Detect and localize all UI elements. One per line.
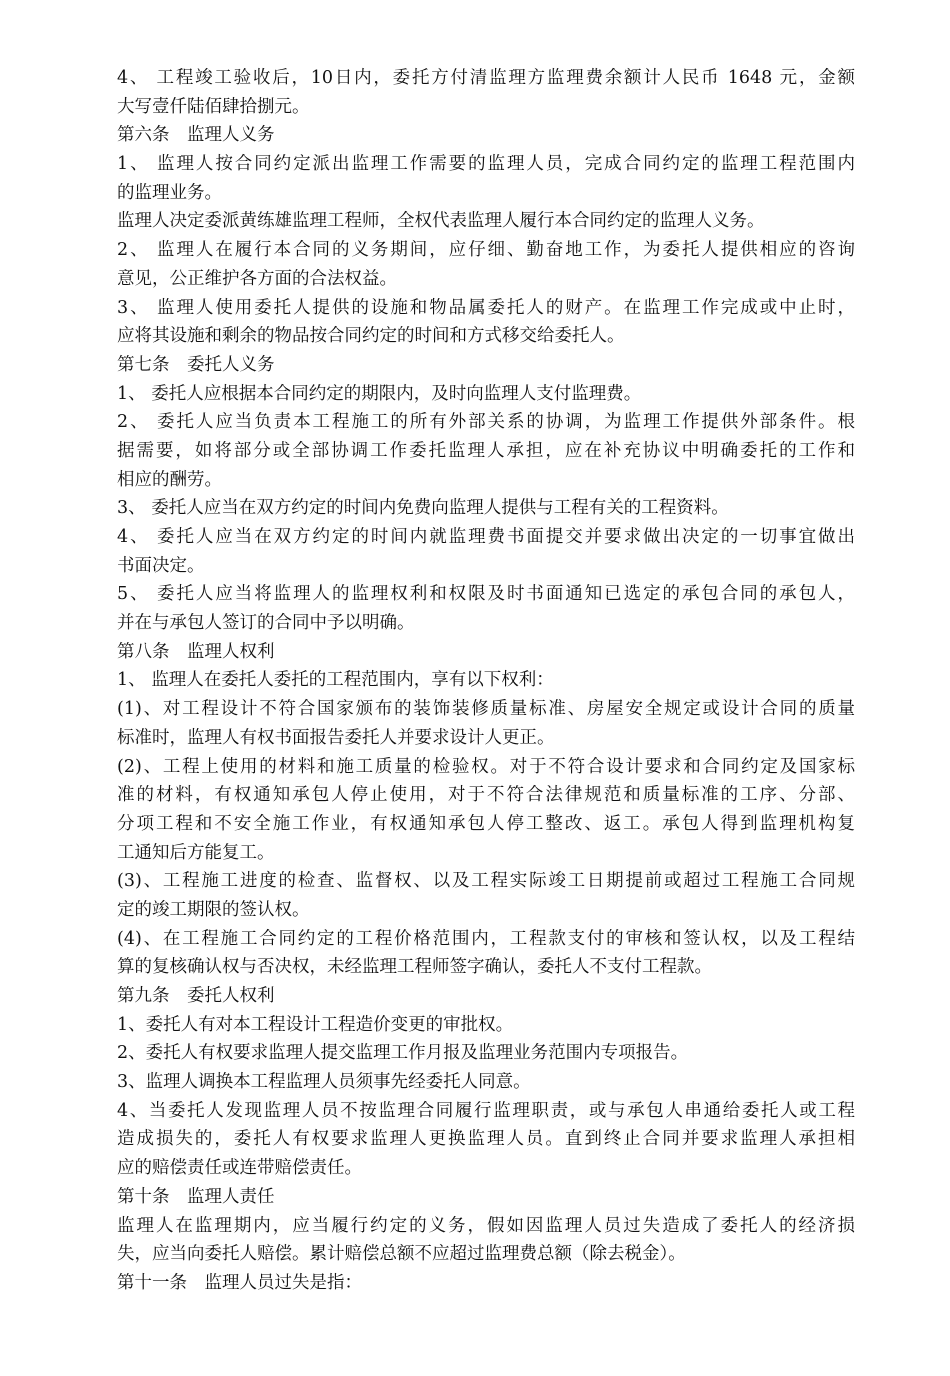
- text-line: 3、 监理人使用委托人提供的设施和物品属委托人的财产。在监理工作完成或中止时，: [117, 297, 855, 318]
- text-line: 书面决定。: [117, 555, 205, 576]
- text-line: 并在与承包人签订的合同中予以明确。: [117, 613, 415, 634]
- text-line: (1)、对工程设计不符合国家颁布的装饰装修质量标准、房屋安全规定或设计合同的质量: [117, 699, 855, 720]
- text-line: 5、 委托人应当将监理人的监理权利和权限及时书面通知已选定的承包合同的承包人，: [117, 584, 855, 605]
- text-line: 意见，公正维护各方面的合法权益。: [117, 268, 397, 289]
- text-line: 4、当委托人发现监理人员不按监理合同履行监理职责，或与承包人串通给委托人或工程: [117, 1100, 855, 1121]
- text-line: 第十条 监理人责任: [117, 1186, 275, 1207]
- text-line: 相应的酬劳。: [117, 469, 222, 490]
- text-line: 监理人决定委派黄练雄监理工程师，全权代表监理人履行本合同约定的监理人义务。: [117, 211, 765, 232]
- text-line: 1、 委托人应根据本合同约定的期限内，及时向监理人支付监理费。: [117, 383, 642, 404]
- text-line: 失，应当向委托人赔偿。累计赔偿总额不应超过监理费总额（除去税金）。: [117, 1244, 686, 1265]
- text-line: 第七条 委托人义务: [117, 354, 275, 375]
- text-line: 应将其设施和剩余的物品按合同约定的时间和方式移交给委托人。: [117, 326, 625, 347]
- text-line: 2、 监理人在履行本合同的义务期间，应仔细、勤奋地工作，为委托人提供相应的咨询: [117, 240, 855, 261]
- text-line: 1、 监理人按合同约定派出监理工作需要的监理人员，完成合同约定的监理工程范围内: [117, 154, 855, 175]
- text-line: 定的竣工期限的签认权。: [117, 899, 310, 920]
- document-body: [117, 64, 857, 1298]
- text-line: 标准时，监理人有权书面报告委托人并要求设计人更正。: [117, 727, 555, 748]
- text-line: 第八条 监理人权利: [117, 641, 275, 662]
- text-line: 4、 工程竣工验收后，10日内，委托方付清监理方监理费余额计人民币 1648 元，金额: [117, 68, 855, 88]
- text-line: 1、委托人有对本工程设计工程造价变更的审批权。: [117, 1014, 514, 1035]
- text-line: 3、 委托人应当在双方约定的时间内免费向监理人提供与工程有关的工程资料。: [117, 498, 729, 519]
- text-line: 大写壹仟陆佰肆拾捌元。: [117, 96, 310, 117]
- text-line: 分项工程和不安全施工作业，有权通知承包人停工整改、返工。承包人得到监理机构复: [117, 813, 855, 834]
- text-line: 监理人在监理期内，应当履行约定的义务，假如因监理人员过失造成了委托人的经济损: [117, 1215, 855, 1236]
- text-line: 4、 委托人应当在双方约定的时间内就监理费书面提交并要求做出决定的一切事宜做出: [117, 527, 855, 547]
- text-line: 第九条 委托人权利: [117, 986, 275, 1006]
- text-line: 2、委托人有权要求监理人提交监理工作月报及监理业务范围内专项报告。: [117, 1043, 689, 1064]
- text-line: 工通知后方能复工。: [117, 842, 275, 863]
- text-line: 第六条 监理人义务: [117, 125, 275, 146]
- text-line: 第十一条 监理人员过失是指：: [117, 1272, 362, 1293]
- text-line: 算的复核确认权与否决权，未经监理工程师签字确认，委托人不支付工程款。: [117, 957, 712, 978]
- text-line: 据需要，如将部分或全部协调工作委托监理人承担，应在补充协议中明确委托的工作和: [117, 440, 855, 461]
- text-line: 造成损失的，委托人有权要求监理人更换监理人员。直到终止合同并要求监理人承担相: [117, 1129, 855, 1150]
- text-line: 的监理业务。: [117, 182, 222, 203]
- text-line: 准的材料，有权通知承包人停止使用，对于不符合法律规范和质量标准的工序、分部、: [117, 785, 855, 806]
- text-line: 2、 委托人应当负责本工程施工的所有外部关系的协调，为监理工作提供外部条件。根: [117, 412, 855, 433]
- text-line: 3、监理人调换本工程监理人员须事先经委托人同意。: [117, 1072, 531, 1093]
- text-line: (4)、在工程施工合同约定的工程价格范围内，工程款支付的审核和签认权，以及工程结: [117, 928, 855, 949]
- text-line: (2)、工程上使用的材料和施工质量的检验权。对于不符合设计要求和合同约定及国家标: [117, 756, 855, 777]
- text-line: (3)、工程施工进度的检查、监督权、以及工程实际竣工日期提前或超过工程施工合同规: [117, 871, 855, 892]
- text-line: 1、 监理人在委托人委托的工程范围内，享有以下权利：: [117, 670, 554, 691]
- text-line: 应的赔偿责任或连带赔偿责任。: [117, 1158, 362, 1179]
